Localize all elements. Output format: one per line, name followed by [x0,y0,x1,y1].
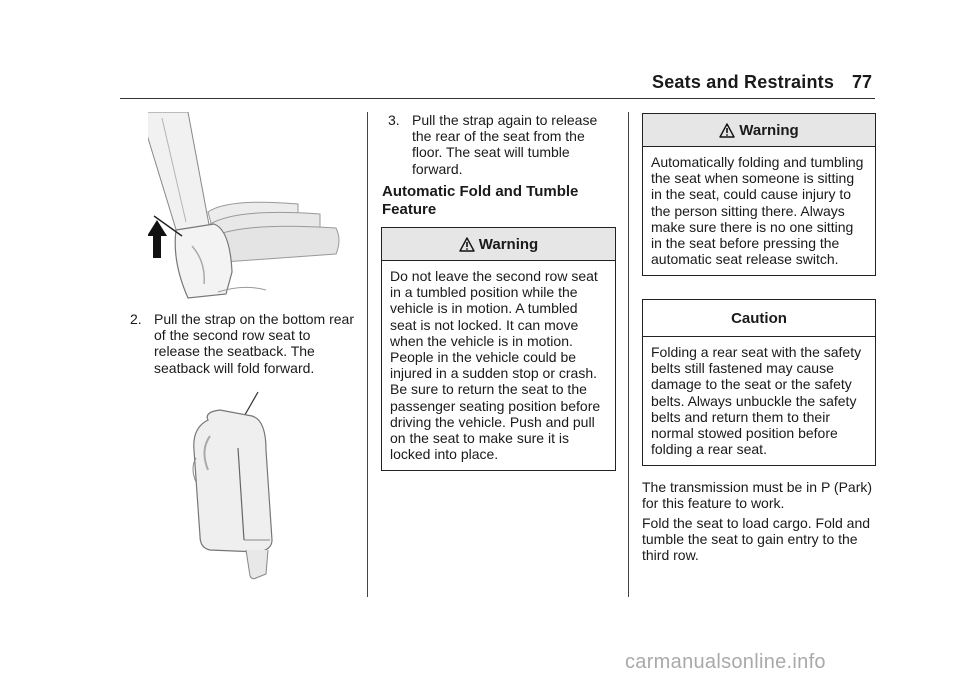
step-3-text: Pull the strap again to release the rear of the seat from the floor. The seat will tumble forward. [412,112,598,177]
seat-fold-illustration [148,112,348,300]
step-2 [130,311,360,376]
warning-box-header [382,228,615,261]
warning-title: Warning [739,121,799,139]
caution-box-header [643,300,875,337]
seat-tumble-illustration [186,390,286,582]
transmission-note: The transmission must be in P (Park) for this feature to work. [642,479,873,512]
caution-text: Folding a rear seat with the safety belts still fastened may cause damage to the seat or the safety belts. Always unbuckle the safety belts and return them to their normal stowed position before folding a rear seat. [651,344,862,458]
column-divider-right [628,112,629,597]
warning-triangle-icon [459,237,475,252]
page-header-title: Seats and Restraints [652,72,835,92]
page-number: 77 [852,72,873,92]
column-divider-left [367,112,368,597]
header-divider [120,98,875,99]
caution-box [642,299,876,466]
step-2-text: Pull the strap on the bottom rear of the second row seat to release the seatback. The seatback will fold forward. [154,311,354,376]
warning-triangle-icon [719,123,735,138]
step-3-number: 3. [388,112,400,128]
section-title: Automatic Fold and Tumble Feature [382,183,579,218]
step-3 [388,112,616,177]
watermark: carmanualsonline.info [625,651,826,673]
warning-text: Do not leave the second row seat in a tumbled position while the vehicle is in motion. A tumbled seat is not locked. It can move when the vehicle is in motion. People in the vehicle could be injured in a sudden stop or crash. Be sure to return the seat to the passenger seating position before driving the vehicle. Push and pull on the seat to make sure it is locked into place. [390,268,601,463]
cargo-note: Fold the seat to load cargo. Fold and tumble the seat to gain entry to the third row. [642,515,871,564]
warning-title: Warning [478,235,539,253]
warning-box-fold [381,227,616,471]
warning-text: Automatically folding and tumbling the seat when someone is sitting in the seat, could cause injury to the person sitting there. Always make sure there is no one sitting in the seat before pressing the automatic seat release switch. [651,154,864,268]
caution-title: Caution [731,309,787,327]
warning-box-auto-fold [642,113,876,276]
warning-box-header [643,114,875,147]
step-2-number: 2. [130,311,142,327]
